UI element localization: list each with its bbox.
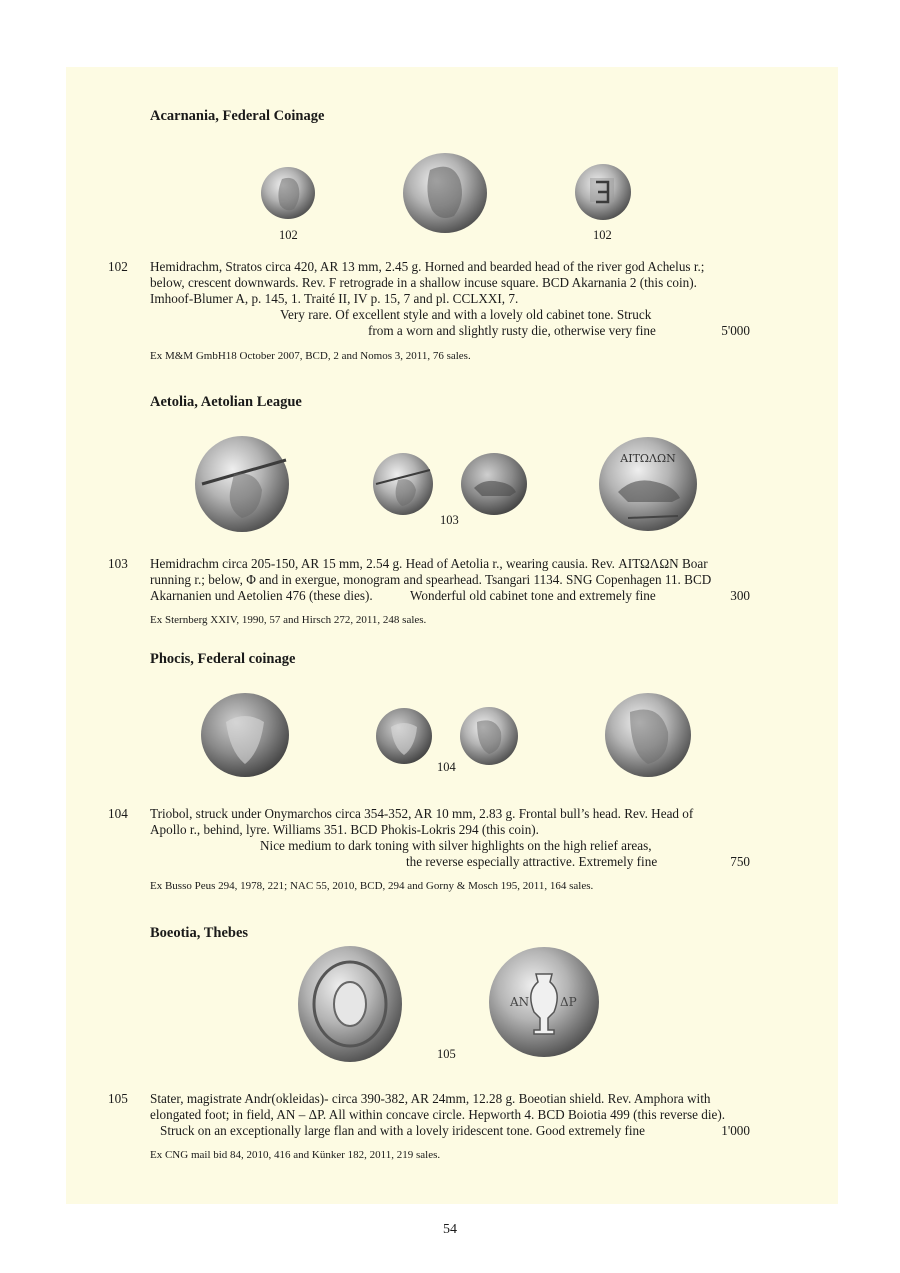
lot-grade-105: Struck on an exceptionally large flan and with a lovely iridescent tone. Good extremely fine <box>160 1123 645 1138</box>
coin-image-102-obverse <box>260 165 316 221</box>
coin-image-105-obverse <box>296 944 404 1064</box>
image-caption-103: 103 <box>440 513 459 527</box>
lot-description-102: Hemidrachm, Stratos circa 420, AR 13 mm, 2.45 g. Horned and bearded head of the river god Achelus r.; below, crescent downwards. Rev. F retrograde in a shallow incuse square. BCD Akarnania 2 (this coin). Imhoof-Blumer A, p. 145, 1. Traité II, IV p. 15, 7 and pl. CCLXXI, 7. <box>150 259 705 306</box>
page-number: 54 <box>443 1222 457 1237</box>
lot-estimate-105: 1'000 <box>721 1123 750 1138</box>
coin-image-102-obverse-enlarged <box>402 150 488 236</box>
lot-estimate-102: 5'000 <box>721 323 750 338</box>
lot-provenance-105: Ex CNG mail bid 84, 2010, 416 and Künker 182, 2011, 219 sales. <box>150 1149 441 1161</box>
image-caption-104: 104 <box>437 760 456 774</box>
image-caption-102: 102 <box>279 228 298 242</box>
lot-grade-104-line2: the reverse especially attractive. Extremely fine <box>406 854 658 869</box>
section-heading-boeotia: Boeotia, Thebes <box>150 925 249 941</box>
coin-image-103-obverse <box>372 452 434 516</box>
lot-grade-102-line2: from a worn and slightly rusty die, otherwise very fine <box>368 323 656 338</box>
lot-description-103: Hemidrachm circa 205-150, AR 15 mm, 2.54 g. Head of Aetolia r., wearing causia. Rev. ΑΙΤΩΛΩΝ Boar running r.; below, Φ and in exergue, monogram and spearhead. Tsangari 1134. SNG Copenhagen 11. BCD Akarnanien und Aetolien 476 (these dies). <box>150 556 712 603</box>
coin-image-104-obverse-enlarged <box>200 692 290 778</box>
lot-number-104: 104 <box>108 806 128 821</box>
catalogue-panel <box>66 67 838 1204</box>
lot-description-104: Triobol, struck under Onymarchos circa 354-352, AR 10 mm, 2.83 g. Frontal bull’s head. Rev. Head of Apollo r., behind, lyre. Williams 351. BCD Phokis-Lokris 294 (this coin). <box>150 806 694 837</box>
coin-image-104-obverse <box>375 707 433 765</box>
lot-provenance-102: Ex M&M GmbH18 October 2007, BCD, 2 and Nomos 3, 2011, 76 sales. <box>150 350 471 362</box>
coin-legend-103: ΑΙΤΩΛΩΝ <box>620 452 676 465</box>
section-heading-acarnania: Acarnania, Federal Coinage <box>150 108 325 124</box>
coin-image-103-reverse <box>460 452 528 516</box>
lot-estimate-104: 750 <box>730 854 750 869</box>
coin-image-102-reverse <box>574 162 632 222</box>
lot-grade-103: Wonderful old cabinet tone and extremely fine <box>410 588 656 603</box>
lot-description-105: Stater, magistrate Andr(okleidas)- circa 390-382, AR 24mm, 12.28 g. Boeotian shield. Rev. Amphora with elongated foot; in field, AN – ΔP. All within concave circle. Hepworth 4. BCD Boiotia 499 (this reverse die). <box>150 1091 726 1122</box>
coin-image-103-reverse-enlarged <box>598 436 698 532</box>
lot-estimate-103: 300 <box>730 588 750 603</box>
lot-provenance-103: Ex Sternberg XXIV, 1990, 57 and Hirsch 272, 2011, 248 sales. <box>150 614 427 626</box>
coin-image-103-obverse-enlarged <box>194 434 290 534</box>
coin-image-104-reverse <box>459 706 519 766</box>
lot-provenance-104: Ex Busso Peus 294, 1978, 221; NAC 55, 2010, BCD, 294 and Gorny & Mosch 195, 2011, 164 sales. <box>150 880 594 892</box>
section-heading-phocis: Phocis, Federal coinage <box>150 651 296 667</box>
lot-grade-104-line1: Nice medium to dark toning with silver highlights on the high relief areas, <box>260 838 652 853</box>
lot-number-105: 105 <box>108 1091 128 1106</box>
coin-image-104-reverse-enlarged <box>604 692 692 778</box>
coin-legend-105-right: ΔΡ <box>560 995 577 1009</box>
lot-grade-102-line1: Very rare. Of excellent style and with a lovely old cabinet tone. Struck <box>280 307 652 322</box>
image-caption-102-reverse: 102 <box>593 228 612 242</box>
lot-number-103: 103 <box>108 556 128 571</box>
coin-legend-105-left: ΑΝ <box>510 995 530 1009</box>
coin-image-105-reverse <box>488 946 600 1058</box>
image-caption-105: 105 <box>437 1047 456 1061</box>
section-heading-aetolia: Aetolia, Aetolian League <box>150 394 302 410</box>
lot-number-102: 102 <box>108 259 128 274</box>
